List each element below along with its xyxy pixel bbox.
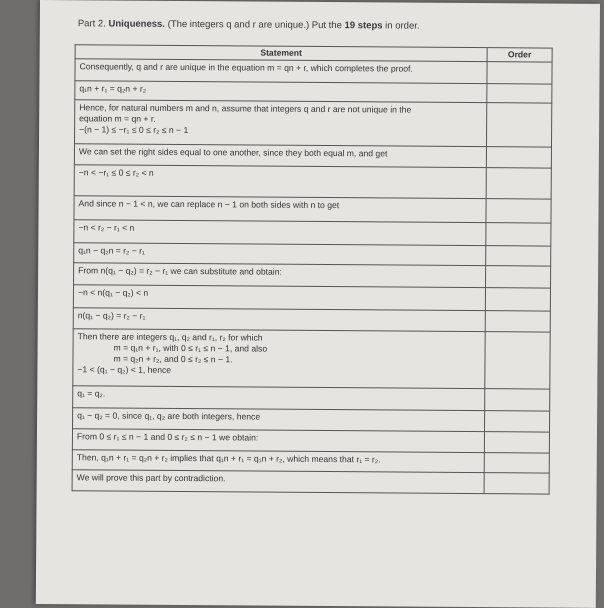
statement-header: Statement [75,45,487,62]
statement-cell [72,429,484,453]
statement-line: Then, q₁n + r₁ = q₂n + r₂ implies that q₁n + r₁ = q₁n + r₂, which means that r₁ = r₂. [76,452,381,465]
statement-cell [74,263,486,288]
table-row [74,196,551,223]
order-input-cell[interactable] [485,332,550,389]
order-input-cell[interactable] [484,473,549,494]
order-input-cell[interactable] [486,199,551,223]
statement-cell [74,196,486,223]
order-input-cell[interactable] [485,311,550,332]
statement-cell [74,165,486,199]
statement-line: q₁ = q₂. [77,388,106,399]
statement-cell [75,59,487,84]
statement-line: q₁n − q₂n = r₂ − r₁ [78,245,145,256]
statement-cell [74,144,486,168]
statement-line: Then there are integers q₁, q₂ and r₁, r₂ for which [77,331,263,343]
order-input-cell[interactable] [484,453,549,473]
order-input-cell[interactable] [486,266,551,288]
statement-line: And since n − 1 < n, we can replace n − 1 on both sides with n to get [78,198,340,211]
statement-line: m = q₁n + r₁, with 0 ≤ r₁ ≤ n − 1, and also [113,342,268,354]
order-input-cell[interactable] [485,288,550,311]
title-instruction: Put the [311,19,342,32]
statement-line: −n < n(q₁ − q₂) < n [77,287,149,298]
statement-line: From 0 ≤ r₁ ≤ n − 1 and 0 ≤ r₂ ≤ n − 1 we obtain: [76,431,259,443]
table-row [74,100,551,147]
statement-cell [73,308,485,332]
statement-cell [73,329,485,389]
statement-line: m = q₂n + r₂, and 0 ≤ r₂ ≤ n − 1. [113,353,233,365]
steps-table [72,44,553,494]
statement-cell [73,285,485,311]
statement-cell [73,408,485,432]
order-input-cell[interactable] [484,432,549,453]
order-input-cell[interactable] [486,147,551,168]
title-paren: (The integers q and r are unique.) [167,18,310,31]
title-part: Part 2. [77,18,106,30]
statement-line: Hence, for natural numbers m and n, assume that integers q and r are not unique in the [79,102,412,115]
worksheet-title [78,18,420,31]
statement-line: We can set the right sides equal to one another, since they both equal m, and get [78,146,388,159]
table-row [73,285,550,311]
table-row [72,470,549,494]
order-input-cell[interactable] [486,103,551,147]
order-header: Order [487,48,552,62]
statement-cell [74,243,486,266]
order-input-cell[interactable] [486,246,551,266]
statement-line: −n < r₂ − r₁ < n [78,222,135,233]
title-bold: Uniqueness. [108,18,166,30]
statement-line: From n(q₁ − q₂) = r₂ − r₁ we can substitute and obtain: [78,265,282,277]
order-input-cell[interactable] [486,223,551,246]
statement-line: We will prove this part by contradiction. [76,472,226,484]
statement-cell [74,100,486,147]
table-row [73,329,550,389]
order-input-cell[interactable] [487,84,552,103]
worksheet-page [36,0,600,608]
order-input-cell[interactable] [485,389,550,411]
statement-line: equation m = qn + r. [79,113,156,124]
order-input-cell[interactable] [484,411,549,432]
statement-line: q₁n + r₁ = q₂n + r₂ [79,83,147,94]
statement-line: Consequently, q and r are unique in the equation m = qn + r, which completes the proof. [79,61,413,74]
title-tail: in order. [385,20,420,32]
order-input-cell[interactable] [487,62,552,84]
table-row [74,220,551,246]
statement-cell [74,220,486,246]
statement-line: −(n − 1) ≤ −r₁ ≤ 0 ≤ r₂ ≤ n − 1 [79,124,189,136]
statement-line: n(q₁ − q₂) = r₂ − r₁ [77,310,146,321]
statement-line: −n < −r₁ ≤ 0 ≤ r₂ < n [78,167,154,178]
statement-line: −1 < (q₁ − q₂) < 1, hence [77,364,172,375]
order-input-cell[interactable] [486,168,551,199]
statement-cell [73,386,485,411]
title-steps: 19 steps [344,20,383,32]
statement-cell [72,470,484,494]
statement-line: q₁ − q₂ = 0, since q₁, q₂ are both integers, hence [77,410,261,422]
table-row [74,165,551,199]
